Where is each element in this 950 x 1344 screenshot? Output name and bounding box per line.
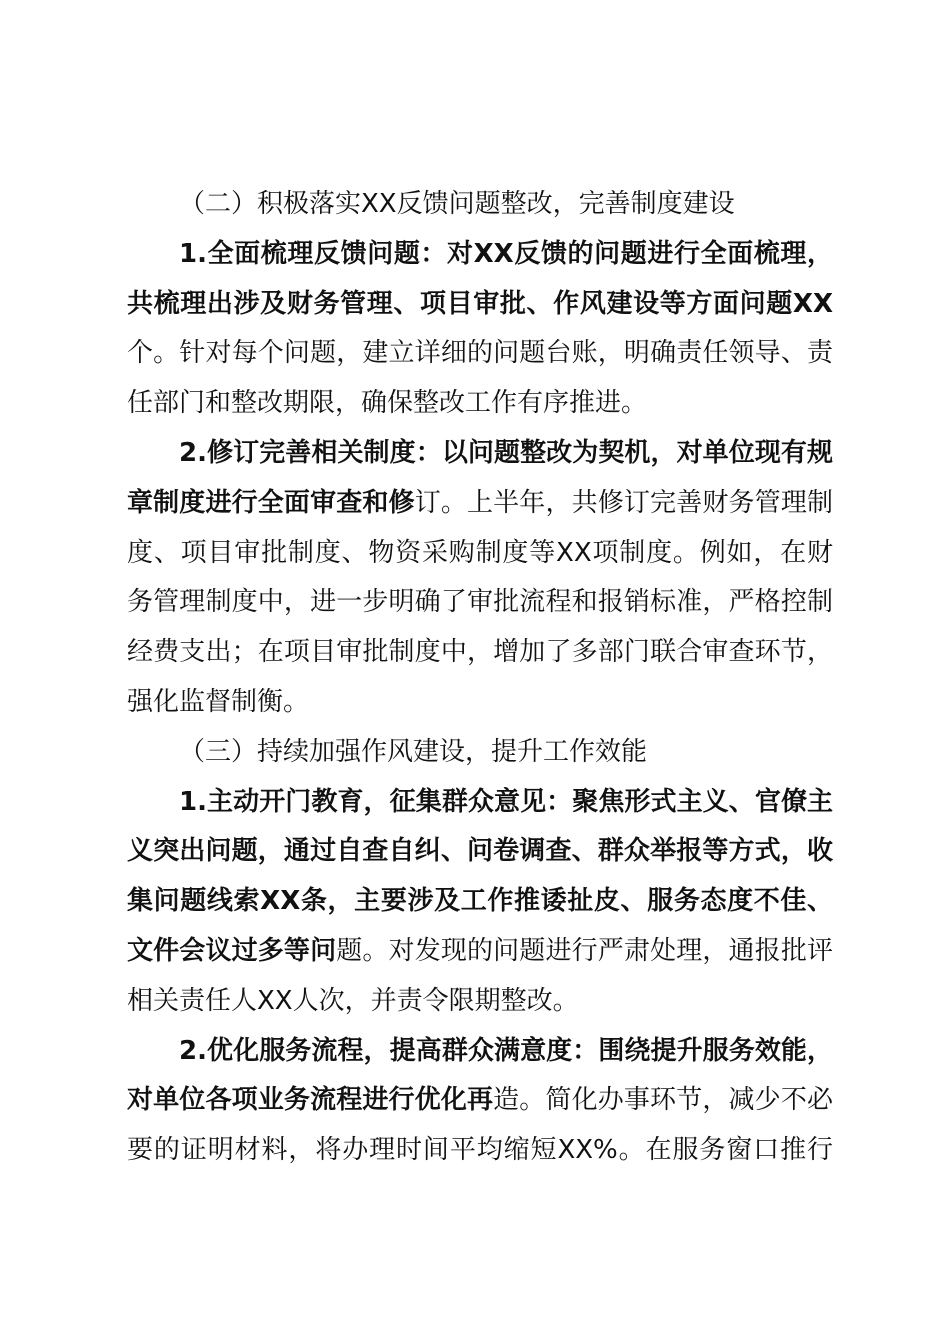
paragraph-body: 订。上半年，共修订完善财务管理制度、项目审批制度、物资采购制度等XX项制度。例如，在财务管理制度中，进一步明确了审批流程和报销标准，严格控制经费支出；在项目审批制度中，增加了多部门联合审查环节，强化监督制衡。 <box>127 487 833 717</box>
paragraph-bold-lead: 1.主动开门教育，征集群众意见：聚焦形式主义、官僚主义突出问题，通过自查自纠、问卷调查、群众举报等方式，收集问题线索XX条，主要涉及工作推诿扯皮、服务态度不佳、文件会议过多等问 <box>127 786 833 966</box>
paragraph-body: 题。对发现的问题进行严肃处理，通报批评相关责任人XX人次，并责令限期整改。 <box>127 935 833 1016</box>
section-heading-2 <box>127 180 833 230</box>
paragraph-body: 个。针对每个问题，建立详细的问题台账，明确责任领导、责任部门和整改期限，确保整改工作有序推进。 <box>127 338 833 419</box>
paragraph-bold-lead: 2.优化服务流程，提高群众满意度：围绕提升服务效能，对单位各项业务流程进行优化再 <box>127 1035 833 1116</box>
paragraph-item <box>127 778 833 1027</box>
paragraph-item <box>127 230 833 429</box>
paragraph-bold-lead: 2.修订完善相关制度：以问题整改为契机，对单位现有规章制度进行全面审查和修 <box>127 437 833 518</box>
document-page <box>127 180 833 1176</box>
paragraph-item <box>127 1027 833 1176</box>
section-heading-text: （二）积极落实XX反馈问题整改，完善制度建设 <box>179 189 735 219</box>
paragraph-bold-lead: 1.全面梳理反馈问题：对XX反馈的问题进行全面梳理，共梳理出涉及财务管理、项目审批、作风建设等方面问题XX <box>127 238 833 319</box>
paragraph-body: 造。简化办事环节，减少不必要的证明材料，将办理时间平均缩短XX%。在服务窗口推行 <box>127 1085 833 1166</box>
section-heading-text: （三）持续加强作风建设，提升工作效能 <box>179 736 648 767</box>
section-heading-3 <box>127 728 833 778</box>
paragraph-item <box>127 429 833 728</box>
